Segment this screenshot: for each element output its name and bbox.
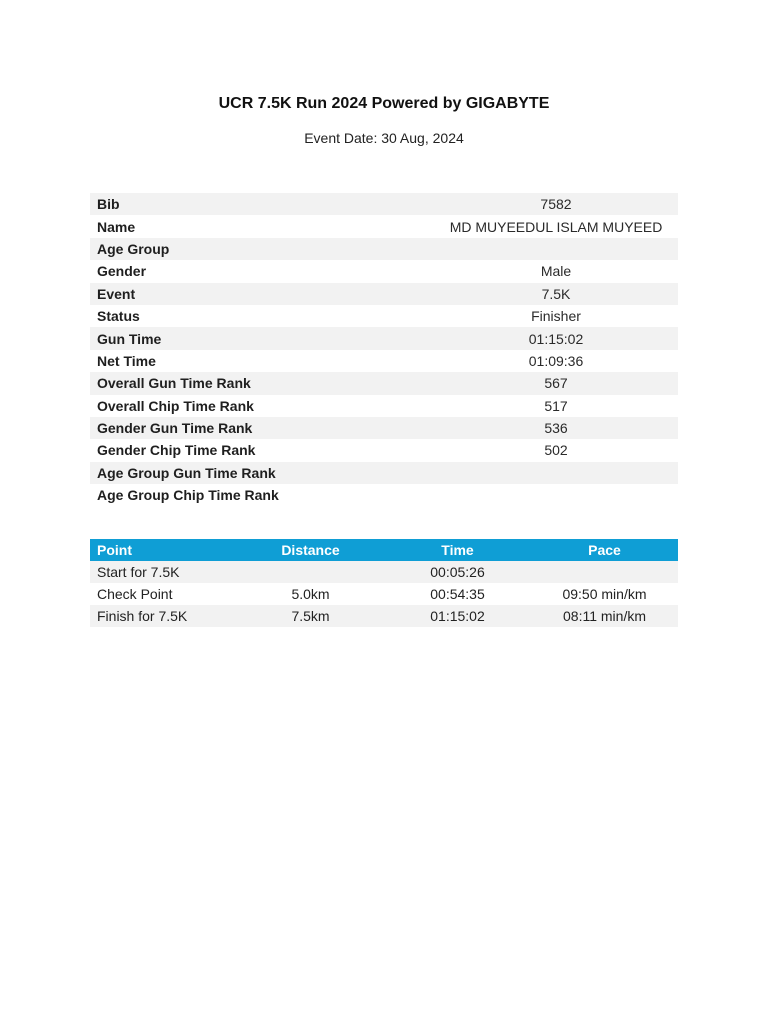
row-label: Gender xyxy=(97,263,147,280)
row-label: Age Group xyxy=(90,238,434,260)
row-value: 7.5K xyxy=(434,283,678,305)
table-row xyxy=(90,260,678,282)
table-row xyxy=(90,417,678,439)
table-row xyxy=(90,462,678,484)
split-distance xyxy=(237,561,384,583)
table-row xyxy=(90,327,678,349)
row-value: MD MUYEEDUL ISLAM MUYEED xyxy=(449,218,663,235)
row-value: 7582 xyxy=(434,193,678,215)
column-header-point: Point xyxy=(90,539,237,561)
table-row xyxy=(90,561,678,583)
row-label: Status xyxy=(97,308,140,325)
split-distance: 7.5km xyxy=(237,605,384,627)
table-row xyxy=(90,238,678,260)
table-row xyxy=(90,605,678,627)
column-header-distance: Distance xyxy=(237,539,384,561)
split-pace xyxy=(531,561,678,583)
column-header-pace: Pace xyxy=(531,539,678,561)
row-label: Gun Time xyxy=(90,327,434,349)
table-row xyxy=(90,372,678,394)
row-value: 502 xyxy=(544,442,568,459)
row-label: Overall Chip Time Rank xyxy=(97,397,254,414)
split-pace: 09:50 min/km xyxy=(562,586,647,602)
event-date: Event Date: 30 Aug, 2024 xyxy=(304,130,464,146)
result-table xyxy=(90,193,678,506)
split-distance: 5.0km xyxy=(291,586,330,602)
row-label: Gender Chip Time Rank xyxy=(97,442,256,459)
column-header-time: Time xyxy=(384,539,531,561)
row-label: Overall Gun Time Rank xyxy=(90,372,434,394)
table-row xyxy=(90,350,678,372)
table-row xyxy=(90,283,678,305)
row-label: Event xyxy=(90,283,434,305)
row-value: 01:15:02 xyxy=(434,327,678,349)
split-time: 01:15:02 xyxy=(384,605,531,627)
table-row xyxy=(90,484,678,506)
split-point: Finish for 7.5K xyxy=(90,605,237,627)
row-value xyxy=(434,462,678,484)
table-row xyxy=(90,439,678,461)
row-value: 01:09:36 xyxy=(528,352,584,369)
split-point: Start for 7.5K xyxy=(90,561,237,583)
row-label: Age Group Chip Time Rank xyxy=(97,487,279,504)
row-label: Net Time xyxy=(97,352,156,369)
table-row xyxy=(90,395,678,417)
splits-table xyxy=(90,539,678,627)
split-time: 00:05:26 xyxy=(384,561,531,583)
row-value: 567 xyxy=(434,372,678,394)
splits-header-row xyxy=(90,539,678,561)
split-time: 00:54:35 xyxy=(430,586,485,602)
row-value: 536 xyxy=(434,417,678,439)
split-point: Check Point xyxy=(97,586,173,602)
row-label: Gender Gun Time Rank xyxy=(90,417,434,439)
row-value: 517 xyxy=(544,397,568,414)
row-value xyxy=(434,484,678,506)
row-label: Name xyxy=(97,218,136,235)
split-pace: 08:11 min/km xyxy=(531,605,678,627)
row-value xyxy=(434,238,678,260)
table-row xyxy=(90,193,678,215)
table-row xyxy=(90,583,678,605)
row-label: Age Group Gun Time Rank xyxy=(90,462,434,484)
page-title: UCR 7.5K Run 2024 Powered by GIGABYTE xyxy=(218,95,550,112)
row-label: Bib xyxy=(90,193,434,215)
table-row xyxy=(90,305,678,327)
row-value: Finisher xyxy=(531,308,581,325)
table-row xyxy=(90,215,678,237)
row-value: Male xyxy=(540,263,572,280)
